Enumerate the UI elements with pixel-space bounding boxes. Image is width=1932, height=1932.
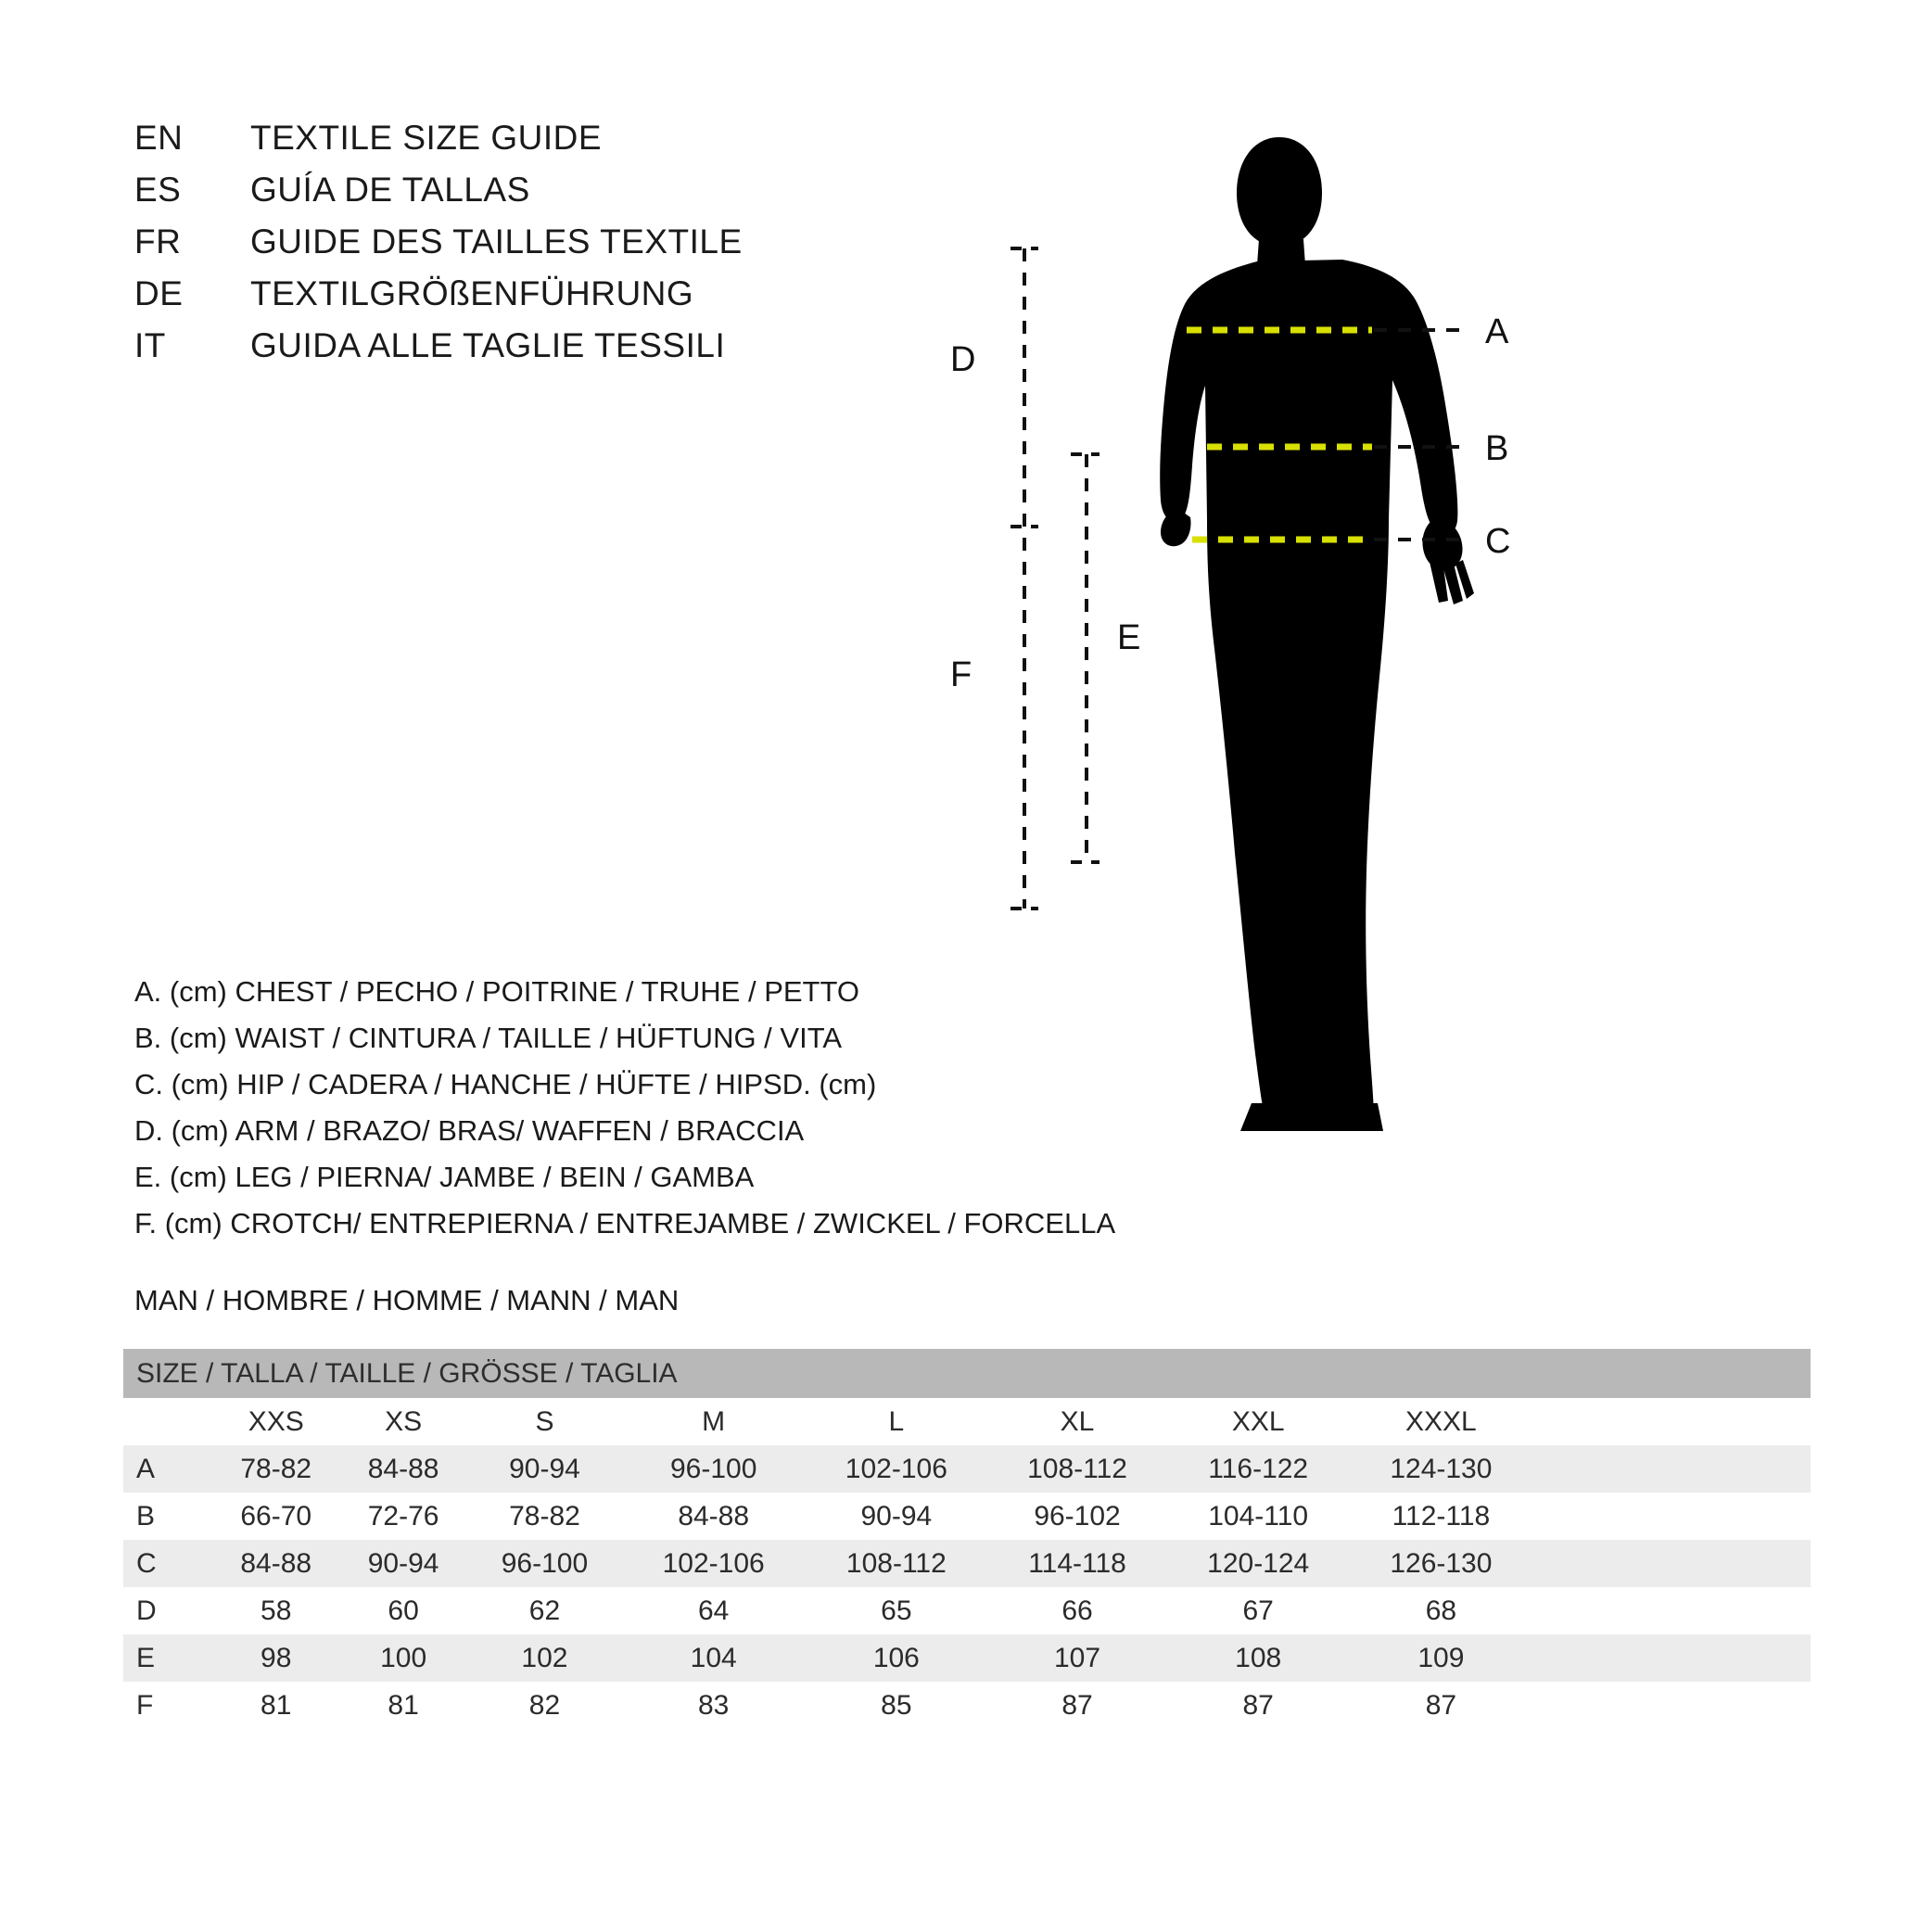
table-row xyxy=(123,1540,1811,1587)
cell-c-xs: 90-94 xyxy=(339,1540,466,1587)
table-spacer xyxy=(1532,1398,1811,1445)
callout-label-c: C xyxy=(1485,522,1511,561)
cell-f-xxs: 81 xyxy=(212,1682,339,1729)
cell-b-xl: 96-102 xyxy=(987,1493,1166,1540)
table-row xyxy=(123,1587,1811,1634)
table-spacer xyxy=(1532,1540,1811,1587)
table-spacer xyxy=(1532,1493,1811,1540)
title-row xyxy=(134,274,743,326)
cell-c-s: 96-100 xyxy=(467,1540,622,1587)
title-row xyxy=(134,119,743,171)
row-label-f: F xyxy=(123,1682,212,1729)
cell-e-xxl: 108 xyxy=(1167,1634,1350,1682)
cell-b-xxl: 104-110 xyxy=(1167,1493,1350,1540)
cell-a-xxs: 78-82 xyxy=(212,1445,339,1493)
legend-item-c: C. (cm) HIP / CADERA / HANCHE / HÜFTE / HIPSD. (cm) xyxy=(134,1068,877,1100)
table-header-row xyxy=(123,1349,1811,1398)
dimension-f xyxy=(950,538,1038,909)
row-label-d: D xyxy=(123,1587,212,1634)
title-lang-es: ES xyxy=(134,171,182,209)
size-col-xxxl: XXXL xyxy=(1350,1398,1532,1445)
title-text-fr: GUIDE DES TAILLES TEXTILE xyxy=(250,222,743,261)
title-text-it: GUIDA ALLE TAGLIE TESSILI xyxy=(250,326,726,364)
table-row xyxy=(123,1682,1811,1729)
cell-e-xxxl: 109 xyxy=(1350,1634,1532,1682)
table-row xyxy=(123,1445,1811,1493)
table-spacer xyxy=(1532,1682,1811,1729)
cell-b-m: 84-88 xyxy=(622,1493,805,1540)
measurement-legend xyxy=(134,969,1115,1247)
cell-b-s: 78-82 xyxy=(467,1493,622,1540)
legend-item-d: D. (cm) ARM / BRAZO/ BRAS/ WAFFEN / BRACCIA xyxy=(134,1114,805,1147)
table-sizes-row xyxy=(123,1398,1811,1445)
cell-e-xl: 107 xyxy=(987,1634,1166,1682)
title-block xyxy=(134,119,743,378)
size-col-xl: XL xyxy=(987,1398,1166,1445)
size-col-xxs: XXS xyxy=(212,1398,339,1445)
table-spacer xyxy=(1532,1587,1811,1634)
cell-a-l: 102-106 xyxy=(805,1445,987,1493)
dimension-d xyxy=(950,248,1038,527)
cell-c-xxxl: 126-130 xyxy=(1350,1540,1532,1587)
cell-d-l: 65 xyxy=(805,1587,987,1634)
cell-b-l: 90-94 xyxy=(805,1493,987,1540)
man-silhouette xyxy=(1160,137,1474,1131)
dimension-label-d: D xyxy=(950,340,976,379)
cell-f-m: 83 xyxy=(622,1682,805,1729)
cell-b-xxxl: 112-118 xyxy=(1350,1493,1532,1540)
table-row xyxy=(123,1634,1811,1682)
cell-d-xxl: 67 xyxy=(1167,1587,1350,1634)
title-text-en: TEXTILE SIZE GUIDE xyxy=(250,119,603,157)
cell-a-xs: 84-88 xyxy=(339,1445,466,1493)
cell-f-l: 85 xyxy=(805,1682,987,1729)
title-row xyxy=(134,326,743,378)
row-label-c: C xyxy=(123,1540,212,1587)
table-spacer xyxy=(1532,1634,1811,1682)
cell-f-xxxl: 87 xyxy=(1350,1682,1532,1729)
cell-d-s: 62 xyxy=(467,1587,622,1634)
callout-label-b: B xyxy=(1485,429,1509,468)
size-col-xxl: XXL xyxy=(1167,1398,1350,1445)
cell-b-xs: 72-76 xyxy=(339,1493,466,1540)
dimension-label-f: F xyxy=(950,655,972,694)
table-spacer xyxy=(1532,1445,1811,1493)
cell-c-xxl: 120-124 xyxy=(1167,1540,1350,1587)
row-label-e: E xyxy=(123,1634,212,1682)
title-lang-en: EN xyxy=(134,119,184,157)
sizes-row-corner xyxy=(123,1398,212,1445)
cell-e-s: 102 xyxy=(467,1634,622,1682)
cell-f-xl: 87 xyxy=(987,1682,1166,1729)
cell-b-xxs: 66-70 xyxy=(212,1493,339,1540)
cell-e-xs: 100 xyxy=(339,1634,466,1682)
cell-d-xxxl: 68 xyxy=(1350,1587,1532,1634)
title-row xyxy=(134,222,743,274)
legend-item-a: A. (cm) CHEST / PECHO / POITRINE / TRUHE / PETTO xyxy=(134,975,859,1008)
cell-a-s: 90-94 xyxy=(467,1445,622,1493)
size-diagram xyxy=(950,83,1932,1224)
title-row xyxy=(134,171,743,222)
title-lang-it: IT xyxy=(134,326,166,364)
title-lang-fr: FR xyxy=(134,222,182,261)
cell-d-xxs: 58 xyxy=(212,1587,339,1634)
cell-e-l: 106 xyxy=(805,1634,987,1682)
size-col-m: M xyxy=(622,1398,805,1445)
cell-c-xxs: 84-88 xyxy=(212,1540,339,1587)
cell-d-xl: 66 xyxy=(987,1587,1166,1634)
size-table xyxy=(123,1349,1811,1729)
cell-f-s: 82 xyxy=(467,1682,622,1729)
legend-item-e: E. (cm) LEG / PIERNA/ JAMBE / BEIN / GAMBA xyxy=(134,1161,755,1193)
size-col-l: L xyxy=(805,1398,987,1445)
title-text-es: GUÍA DE TALLAS xyxy=(250,171,530,209)
cell-d-m: 64 xyxy=(622,1587,805,1634)
title-text-de: TEXTILGRÖßENFÜHRUNG xyxy=(250,274,694,312)
legend-item-b: B. (cm) WAIST / CINTURA / TAILLE / HÜFTUNG / VITA xyxy=(134,1022,843,1054)
cell-e-xxs: 98 xyxy=(212,1634,339,1682)
cell-c-m: 102-106 xyxy=(622,1540,805,1587)
table-header-label: SIZE / TALLA / TAILLE / GRÖSSE / TAGLIA xyxy=(123,1349,1811,1398)
cell-e-m: 104 xyxy=(622,1634,805,1682)
cell-a-xxl: 116-122 xyxy=(1167,1445,1350,1493)
cell-f-xs: 81 xyxy=(339,1682,466,1729)
title-lang-de: DE xyxy=(134,274,184,312)
cell-a-xl: 108-112 xyxy=(987,1445,1166,1493)
size-col-s: S xyxy=(467,1398,622,1445)
dimension-label-e: E xyxy=(1117,618,1141,657)
size-col-xs: XS xyxy=(339,1398,466,1445)
cell-a-xxxl: 124-130 xyxy=(1350,1445,1532,1493)
legend-item-f: F. (cm) CROTCH/ ENTREPIERNA / ENTREJAMBE / ZWICKEL / FORCELLA xyxy=(134,1207,1116,1239)
cell-a-m: 96-100 xyxy=(622,1445,805,1493)
gender-label: MAN / HOMBRE / HOMME / MANN / MAN xyxy=(134,1284,680,1316)
row-label-a: A xyxy=(123,1445,212,1493)
dimension-e xyxy=(1071,454,1140,862)
row-label-b: B xyxy=(123,1493,212,1540)
cell-c-l: 108-112 xyxy=(805,1540,987,1587)
cell-d-xs: 60 xyxy=(339,1587,466,1634)
cell-f-xxl: 87 xyxy=(1167,1682,1350,1729)
callout-label-a: A xyxy=(1485,312,1509,351)
cell-c-xl: 114-118 xyxy=(987,1540,1166,1587)
table-row xyxy=(123,1493,1811,1540)
